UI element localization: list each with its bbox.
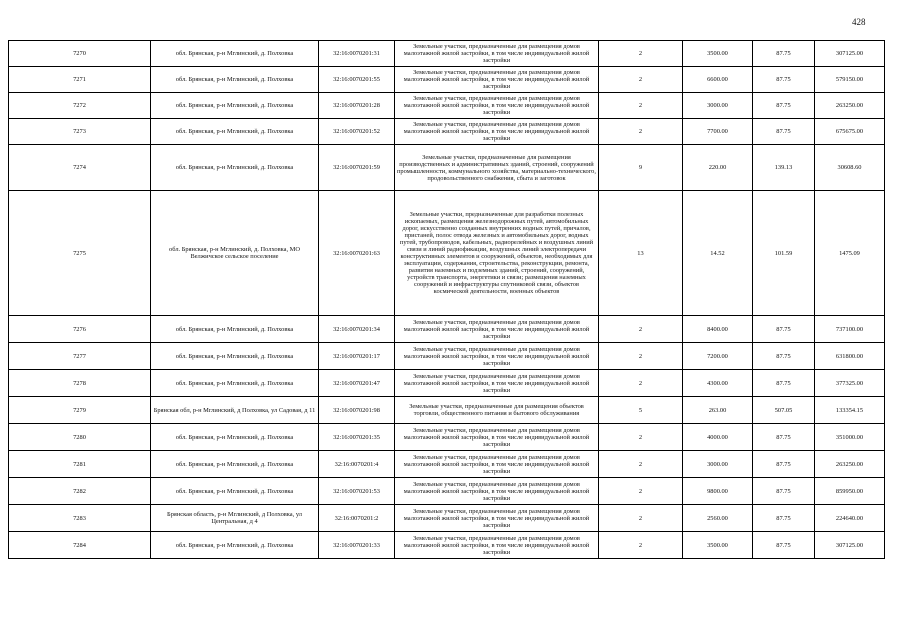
cadastral-value-cell: 377325.00 bbox=[815, 370, 885, 397]
cadastral-number-cell: 32:16:0070201:98 bbox=[319, 397, 395, 424]
cadastral-value-cell: 351000.00 bbox=[815, 424, 885, 451]
table-row bbox=[9, 145, 885, 191]
land-use-cell: Земельные участки, предназначенные для размещения домов малоэтажной жилой застройки, в том числе индивидуальной жилой застройки bbox=[395, 370, 599, 397]
cadastral-value-cell: 263250.00 bbox=[815, 451, 885, 478]
cadastral-value-cell: 1475.09 bbox=[815, 191, 885, 316]
table-row bbox=[9, 505, 885, 532]
table-row bbox=[9, 397, 885, 424]
address-cell: обл. Брянская, р-н Мглинский, д. Полховка bbox=[151, 532, 319, 559]
table-row bbox=[9, 478, 885, 505]
group-cell: 5 bbox=[599, 397, 683, 424]
area-cell: 4000.00 bbox=[683, 424, 753, 451]
area-cell: 7200.00 bbox=[683, 343, 753, 370]
group-cell: 9 bbox=[599, 145, 683, 191]
land-use-cell: Земельные участки, предназначенные для размещения домов малоэтажной жилой застройки, в том числе индивидуальной жилой застройки bbox=[395, 93, 599, 119]
area-cell: 220.00 bbox=[683, 145, 753, 191]
cadastral-value-cell: 30608.60 bbox=[815, 145, 885, 191]
group-cell: 2 bbox=[599, 451, 683, 478]
cadastral-value-cell: 307125.00 bbox=[815, 532, 885, 559]
rate-cell: 87.75 bbox=[753, 424, 815, 451]
cadastral-number-cell: 32:16:0070201:63 bbox=[319, 191, 395, 316]
table-row bbox=[9, 93, 885, 119]
cadastral-value-cell: 631800.00 bbox=[815, 343, 885, 370]
rate-cell: 87.75 bbox=[753, 119, 815, 145]
table-row bbox=[9, 451, 885, 478]
area-cell: 3500.00 bbox=[683, 532, 753, 559]
address-cell: обл. Брянская, р-н Мглинский, д. Полховка bbox=[151, 119, 319, 145]
address-cell: обл. Брянская, р-н Мглинский, д. Полховка bbox=[151, 424, 319, 451]
address-cell: обл. Брянская, р-н Мглинский, д. Полховка bbox=[151, 41, 319, 67]
rate-cell: 87.75 bbox=[753, 343, 815, 370]
land-use-cell: Земельные участки, предназначенные для размещения домов малоэтажной жилой застройки, в том числе индивидуальной жилой застройки bbox=[395, 41, 599, 67]
row-number: 7278 bbox=[9, 370, 151, 397]
group-cell: 2 bbox=[599, 370, 683, 397]
land-use-cell: Земельные участки, предназначенные для размещения домов малоэтажной жилой застройки, в том числе индивидуальной жилой застройки bbox=[395, 424, 599, 451]
land-use-cell: Земельные участки, предназначенные для размещения домов малоэтажной жилой застройки, в том числе индивидуальной жилой застройки bbox=[395, 532, 599, 559]
cadastral-number-cell: 32:16:0070201:2 bbox=[319, 505, 395, 532]
address-cell: обл. Брянская, р-н Мглинский, д. Полховка bbox=[151, 93, 319, 119]
cadastral-value-cell: 675675.00 bbox=[815, 119, 885, 145]
area-cell: 9800.00 bbox=[683, 478, 753, 505]
rate-cell: 87.75 bbox=[753, 67, 815, 93]
area-cell: 8400.00 bbox=[683, 316, 753, 343]
rate-cell: 87.75 bbox=[753, 505, 815, 532]
area-cell: 7700.00 bbox=[683, 119, 753, 145]
cadastral-value-table bbox=[8, 40, 885, 559]
group-cell: 2 bbox=[599, 119, 683, 145]
table-row bbox=[9, 370, 885, 397]
address-cell: обл. Брянская, р-н Мглинский, д. Полховка, МО Велжичское сельское поселение bbox=[151, 191, 319, 316]
land-use-cell: Земельные участки, предназначенные для размещения производственных и административных зданий, строений, сооружений промышленности, коммунального хозяйства, материально-технического, продовольственного снабжения, сбыта и заготовок bbox=[395, 145, 599, 191]
row-number: 7283 bbox=[9, 505, 151, 532]
row-number: 7274 bbox=[9, 145, 151, 191]
area-cell: 263.00 bbox=[683, 397, 753, 424]
cadastral-number-cell: 32:16:0070201:28 bbox=[319, 93, 395, 119]
cadastral-number-cell: 32:16:0070201:4 bbox=[319, 451, 395, 478]
group-cell: 2 bbox=[599, 478, 683, 505]
land-use-cell: Земельные участки, предназначенные для разработки полезных ископаемых, размещения железнодорожных путей, автомобильных дорог, искусственно созданных внутренних водных путей, причалов, пристаней, полос отвода железных и автомобильных дорог, водных путей, трубопроводов, кабельных, радиорелейных и воздушных линий связи и линий радиофикации, воздушных линий электропередачи конструктивных элементов и сооружений, объектов, необходимых для эксплуатации, содержания, строительства, реконструкции, ремонта, развития наземных и подземных зданий, строений, сооружений, устройств транспорта, энергетики и связи; размещения наземных сооружений и инфраструктуры спутниковой связи, объектов космической деятельности, военных объектов bbox=[395, 191, 599, 316]
cadastral-number-cell: 32:16:0070201:33 bbox=[319, 532, 395, 559]
row-number: 7277 bbox=[9, 343, 151, 370]
cadastral-value-cell: 579150.00 bbox=[815, 67, 885, 93]
group-cell: 2 bbox=[599, 93, 683, 119]
land-use-cell: Земельные участки, предназначенные для размещения домов малоэтажной жилой застройки, в том числе индивидуальной жилой застройки bbox=[395, 478, 599, 505]
group-cell: 2 bbox=[599, 316, 683, 343]
group-cell: 2 bbox=[599, 343, 683, 370]
row-number: 7281 bbox=[9, 451, 151, 478]
table-row bbox=[9, 67, 885, 93]
land-use-cell: Земельные участки, предназначенные для размещения домов малоэтажной жилой застройки, в том числе индивидуальной жилой застройки bbox=[395, 451, 599, 478]
group-cell: 13 bbox=[599, 191, 683, 316]
cadastral-number-cell: 32:16:0070201:52 bbox=[319, 119, 395, 145]
address-cell: обл. Брянская, р-н Мглинский, д. Полховка bbox=[151, 370, 319, 397]
address-cell: Брянская область, р-н Мглинский, д Полховка, ул Центральная, д 4 bbox=[151, 505, 319, 532]
rate-cell: 87.75 bbox=[753, 478, 815, 505]
area-cell: 2560.00 bbox=[683, 505, 753, 532]
cadastral-value-cell: 859950.00 bbox=[815, 478, 885, 505]
land-use-cell: Земельные участки, предназначенные для размещения домов малоэтажной жилой застройки, в том числе индивидуальной жилой застройки bbox=[395, 316, 599, 343]
area-cell: 3000.00 bbox=[683, 93, 753, 119]
cadastral-value-cell: 307125.00 bbox=[815, 41, 885, 67]
land-use-cell: Земельные участки, предназначенные для размещения объектов торговли, общественного питания и бытового обслуживания bbox=[395, 397, 599, 424]
cadastral-value-cell: 224640.00 bbox=[815, 505, 885, 532]
table-row bbox=[9, 119, 885, 145]
address-cell: обл. Брянская, р-н Мглинский, д. Полховка bbox=[151, 145, 319, 191]
group-cell: 2 bbox=[599, 505, 683, 532]
row-number: 7279 bbox=[9, 397, 151, 424]
rate-cell: 87.75 bbox=[753, 370, 815, 397]
row-number: 7273 bbox=[9, 119, 151, 145]
cadastral-number-cell: 32:16:0070201:31 bbox=[319, 41, 395, 67]
row-number: 7282 bbox=[9, 478, 151, 505]
address-cell: обл. Брянская, р-н Мглинский, д. Полховка bbox=[151, 478, 319, 505]
rate-cell: 101.59 bbox=[753, 191, 815, 316]
row-number: 7271 bbox=[9, 67, 151, 93]
cadastral-number-cell: 32:16:0070201:47 bbox=[319, 370, 395, 397]
cadastral-value-cell: 133354.15 bbox=[815, 397, 885, 424]
rate-cell: 139.13 bbox=[753, 145, 815, 191]
address-cell: обл. Брянская, р-н Мглинский, д. Полховка bbox=[151, 343, 319, 370]
table-row bbox=[9, 191, 885, 316]
cadastral-number-cell: 32:16:0070201:59 bbox=[319, 145, 395, 191]
rate-cell: 507.05 bbox=[753, 397, 815, 424]
row-number: 7280 bbox=[9, 424, 151, 451]
row-number: 7275 bbox=[9, 191, 151, 316]
cadastral-value-cell: 737100.00 bbox=[815, 316, 885, 343]
table-row bbox=[9, 316, 885, 343]
area-cell: 6600.00 bbox=[683, 67, 753, 93]
table-row bbox=[9, 41, 885, 67]
group-cell: 2 bbox=[599, 532, 683, 559]
rate-cell: 87.75 bbox=[753, 93, 815, 119]
rate-cell: 87.75 bbox=[753, 41, 815, 67]
area-cell: 3000.00 bbox=[683, 451, 753, 478]
address-cell: обл. Брянская, р-н Мглинский, д. Полховка bbox=[151, 451, 319, 478]
area-cell: 4300.00 bbox=[683, 370, 753, 397]
land-use-cell: Земельные участки, предназначенные для размещения домов малоэтажной жилой застройки, в том числе индивидуальной жилой застройки bbox=[395, 343, 599, 370]
rate-cell: 87.75 bbox=[753, 316, 815, 343]
land-use-cell: Земельные участки, предназначенные для размещения домов малоэтажной жилой застройки, в том числе индивидуальной жилой застройки bbox=[395, 67, 599, 93]
area-cell: 14.52 bbox=[683, 191, 753, 316]
table-row bbox=[9, 424, 885, 451]
row-number: 7270 bbox=[9, 41, 151, 67]
address-cell: Брянская обл, р-н Мглинский, д Полховка, ул Садовая, д 11 bbox=[151, 397, 319, 424]
row-number: 7272 bbox=[9, 93, 151, 119]
cadastral-number-cell: 32:16:0070201:55 bbox=[319, 67, 395, 93]
rate-cell: 87.75 bbox=[753, 532, 815, 559]
land-use-cell: Земельные участки, предназначенные для размещения домов малоэтажной жилой застройки, в том числе индивидуальной жилой застройки bbox=[395, 119, 599, 145]
cadastral-number-cell: 32:16:0070201:35 bbox=[319, 424, 395, 451]
cadastral-number-cell: 32:16:0070201:34 bbox=[319, 316, 395, 343]
row-number: 7276 bbox=[9, 316, 151, 343]
cadastral-number-cell: 32:16:0070201:17 bbox=[319, 343, 395, 370]
group-cell: 2 bbox=[599, 67, 683, 93]
address-cell: обл. Брянская, р-н Мглинский, д. Полховка bbox=[151, 316, 319, 343]
table-row bbox=[9, 343, 885, 370]
address-cell: обл. Брянская, р-н Мглинский, д. Полховка bbox=[151, 67, 319, 93]
page-number: 428 bbox=[852, 17, 866, 27]
group-cell: 2 bbox=[599, 424, 683, 451]
group-cell: 2 bbox=[599, 41, 683, 67]
cadastral-value-cell: 263250.00 bbox=[815, 93, 885, 119]
cadastral-number-cell: 32:16:0070201:53 bbox=[319, 478, 395, 505]
area-cell: 3500.00 bbox=[683, 41, 753, 67]
table-row bbox=[9, 532, 885, 559]
rate-cell: 87.75 bbox=[753, 451, 815, 478]
land-use-cell: Земельные участки, предназначенные для размещения домов малоэтажной жилой застройки, в том числе индивидуальной жилой застройки bbox=[395, 505, 599, 532]
row-number: 7284 bbox=[9, 532, 151, 559]
